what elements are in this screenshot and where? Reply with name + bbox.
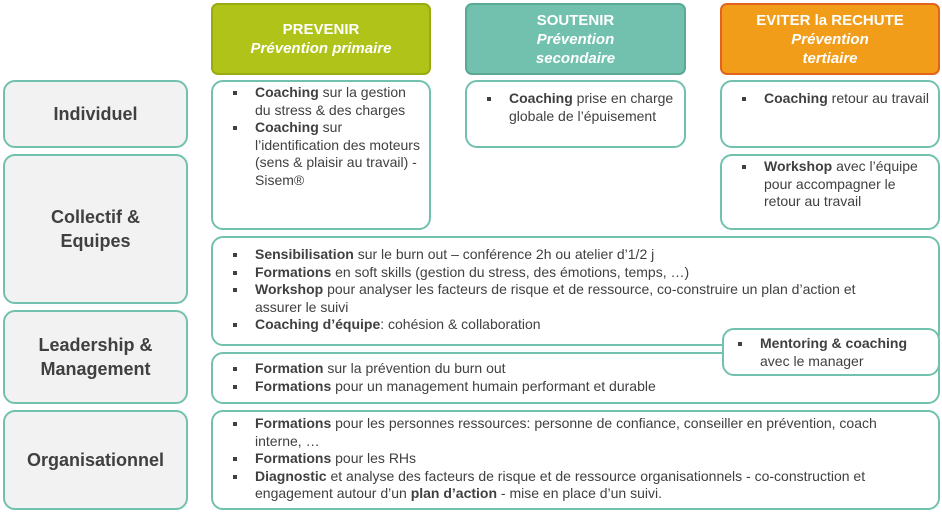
list-item: Formation sur la prévention du burn out bbox=[230, 360, 928, 378]
list-item: Coaching retour au travail bbox=[739, 90, 932, 108]
list-item: Workshop pour analyser les facteurs de risque et de ressource, co-construire un plan d’action et assurer le suivi bbox=[230, 281, 898, 316]
box-prevenir-individuel bbox=[211, 80, 431, 230]
list-item: Formations en soft skills (gestion du stress, des émotions, temps, …) bbox=[230, 264, 898, 282]
list-item: Diagnostic et analyse des facteurs de risque et de ressource organisationnels - co-construction et engagement autour d’un plan d’action - mise en place d’un suivi. bbox=[230, 468, 878, 503]
header-rechute bbox=[720, 3, 940, 75]
list-item: Coaching d’équipe: cohésion & collaboration bbox=[230, 316, 898, 334]
row-individuel-label: Individuel bbox=[53, 104, 138, 124]
row-leadership bbox=[3, 310, 188, 404]
header-rechute-title: EVITER la RECHUTE bbox=[756, 11, 904, 29]
header-soutenir bbox=[465, 3, 686, 75]
list-item: Formations pour les RHs bbox=[230, 450, 878, 468]
list-item: Formations pour les personnes ressources: personne de confiance, conseiller en prévention, coach interne, … bbox=[230, 415, 878, 450]
box-soutenir-individuel bbox=[465, 80, 686, 148]
list-item: Formations pour un management humain performant et durable bbox=[230, 378, 928, 396]
header-soutenir-subtitle: Prévention secondaire bbox=[535, 30, 616, 67]
list-item: Coaching sur la gestion du stress & des charges bbox=[230, 84, 425, 119]
header-prevenir-title: PREVENIR bbox=[282, 21, 360, 38]
row-leadership-label: Leadership & Management bbox=[38, 335, 153, 379]
row-organisationnel-label: Organisationnel bbox=[26, 450, 165, 470]
row-individuel bbox=[3, 80, 188, 148]
row-collectif bbox=[3, 154, 188, 304]
header-prevenir-subtitle: Prévention primaire bbox=[250, 40, 392, 57]
list-item: Sensibilisation sur le burn out – conférence 2h ou atelier d’1/2 j bbox=[230, 246, 898, 264]
list-item: Coaching sur l’identification des moteurs (sens & plaisir au travail) - Sisem® bbox=[230, 119, 425, 189]
box-organisationnel-wide bbox=[211, 410, 940, 510]
box-mentoring bbox=[722, 328, 940, 376]
box-rechute-collectif bbox=[720, 154, 940, 230]
list-item: Coaching prise en charge globale de l’épuisement bbox=[484, 90, 678, 125]
list-item: Workshop avec l’équipe pour accompagner le retour au travail bbox=[739, 158, 928, 211]
header-prevenir bbox=[211, 3, 431, 75]
header-soutenir-title: SOUTENIR bbox=[536, 11, 615, 29]
row-collectif-label: Collectif & Equipes bbox=[50, 207, 140, 251]
box-rechute-individuel bbox=[720, 80, 940, 148]
list-item: Mentoring & coaching avec le manager bbox=[735, 335, 932, 370]
header-rechute-subtitle: Prévention tertiaire bbox=[791, 30, 869, 67]
row-organisationnel bbox=[3, 410, 188, 510]
